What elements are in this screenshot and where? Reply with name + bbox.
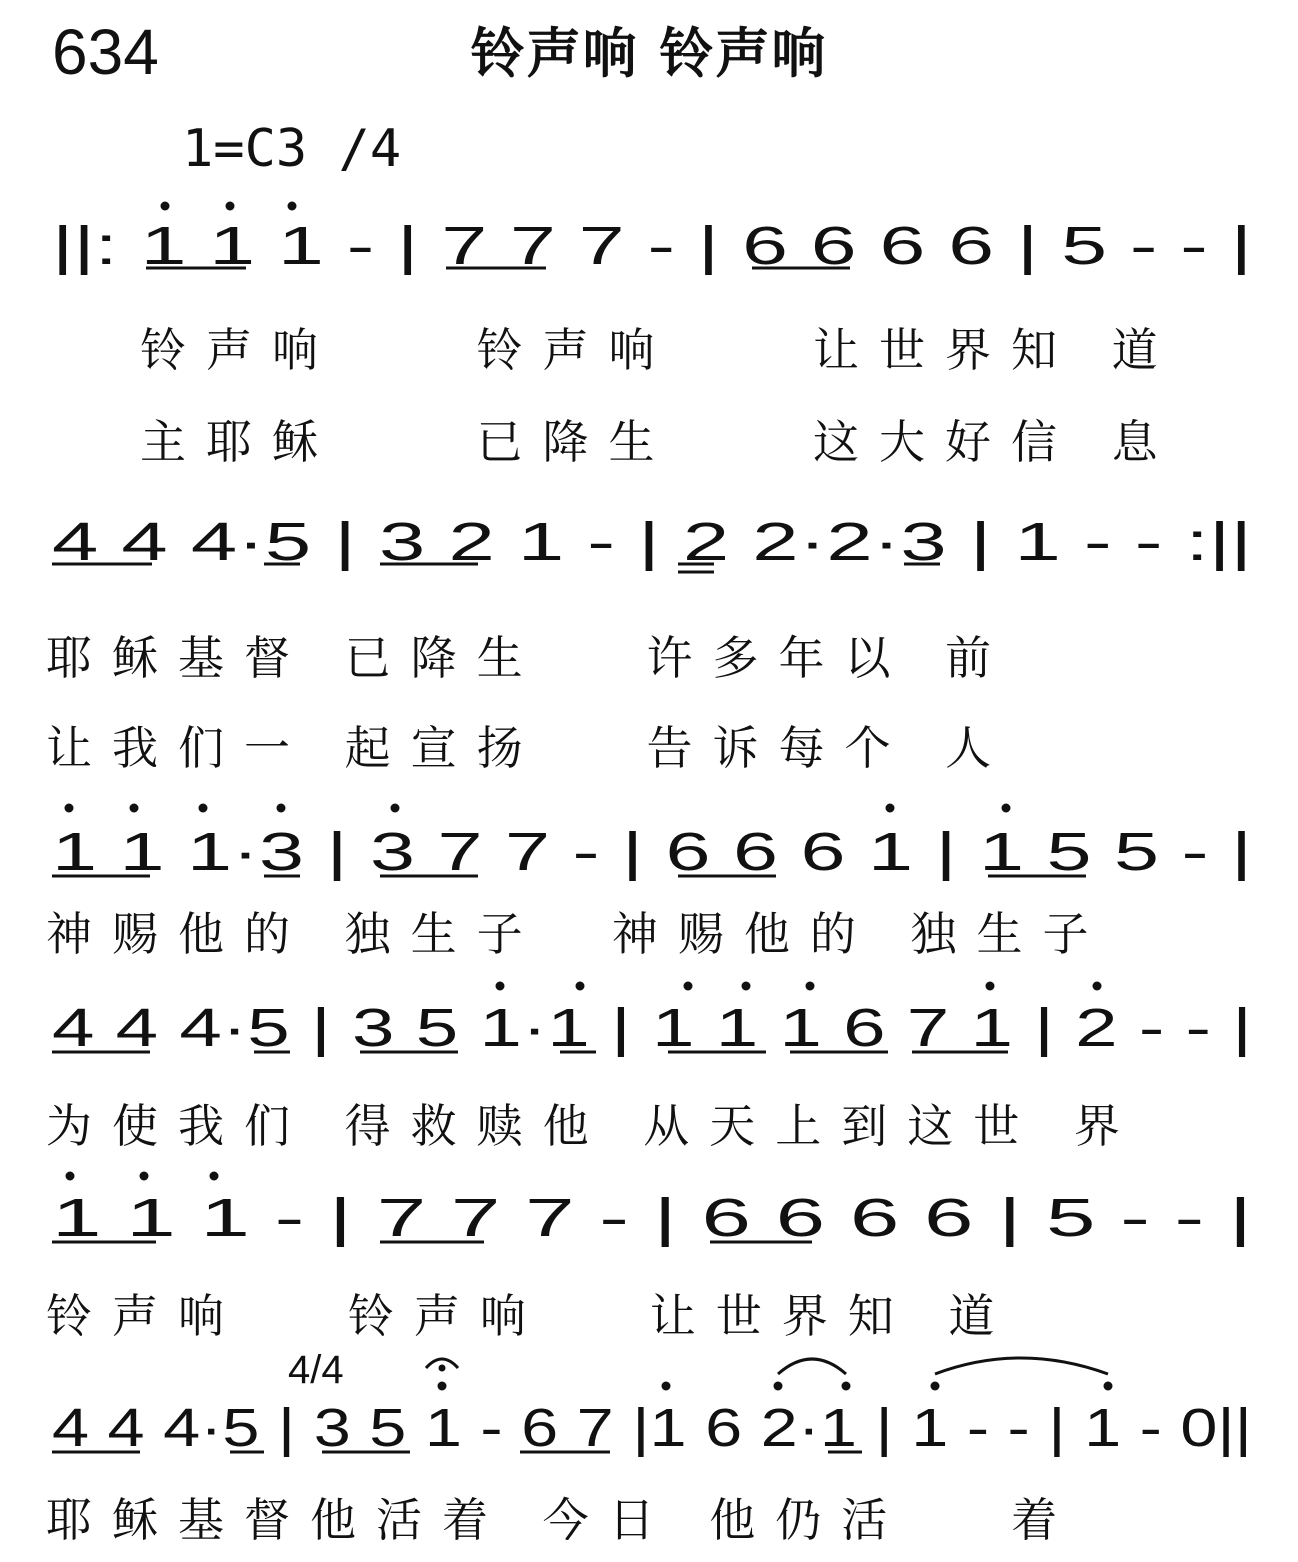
high-octave-dot	[288, 202, 297, 211]
fermata-dot	[439, 1365, 446, 1372]
high-octave-dot	[1002, 804, 1011, 813]
lyric-line: 为使我们 得救赎他 从天上到这世 界	[46, 1099, 1140, 1153]
high-octave-dot	[161, 202, 170, 211]
score-line-3	[0, 798, 1298, 908]
high-octave-dot	[774, 1382, 783, 1391]
high-octave-dot	[199, 804, 208, 813]
score-line-6-svg	[0, 1352, 1298, 1462]
score-line-5	[0, 1166, 1298, 1276]
high-octave-dot	[684, 982, 693, 991]
score-line-1-notes: ||: 1 1 1 - | 7 7 7 - | 6 6 6 6 | 5 - - |	[52, 216, 1252, 276]
slur-tie	[935, 1358, 1108, 1374]
score-line-3-svg	[0, 798, 1298, 908]
high-octave-dot	[742, 982, 751, 991]
meter-change: 4/4	[288, 1348, 344, 1392]
high-octave-dot	[140, 1172, 149, 1181]
lyric-line: 让我们一 起宣扬 告诉每个 人	[46, 721, 1012, 775]
high-octave-dot	[662, 1382, 671, 1391]
score-line-4-svg	[0, 976, 1298, 1086]
score-line-2-notes: 4 4 4·5 | 3 2 1 - | 2 2·2·3 | 1 - - :||	[52, 512, 1252, 572]
score-line-4	[0, 976, 1298, 1086]
high-octave-dot	[438, 1382, 447, 1391]
hymn-number: 634	[52, 16, 159, 88]
high-octave-dot	[1093, 982, 1102, 991]
high-octave-dot	[210, 1172, 219, 1181]
lyric-line: 神赐他的 独生子 神赐他的 独生子	[46, 907, 1109, 961]
high-octave-dot	[130, 804, 139, 813]
score-line-6	[0, 1352, 1298, 1462]
score-line-2	[0, 502, 1298, 612]
score-line-1	[0, 196, 1298, 306]
score-line-5-svg	[0, 1166, 1298, 1276]
lyric-line: 主耶稣 已降生 这大好信 息	[140, 415, 1178, 469]
score-line-2-svg	[0, 502, 1298, 612]
lyric-line: 耶稣基督他活着 今日 他仍活 着	[46, 1493, 1078, 1547]
lyric-line: 耶稣基督 已降生 许多年以 前	[46, 631, 1012, 685]
high-octave-dot	[1104, 1382, 1113, 1391]
high-octave-dot	[66, 1172, 75, 1181]
slur-tie	[778, 1359, 846, 1374]
high-octave-dot	[496, 982, 505, 991]
hymn-title: 铃声响 铃声响	[470, 22, 828, 85]
key-signature: 1=C3 /4	[182, 119, 402, 179]
high-octave-dot	[391, 804, 400, 813]
high-octave-dot	[931, 1382, 940, 1391]
lyric-line: 铃声响 铃声响 让世界知 道	[140, 323, 1178, 377]
high-octave-dot	[986, 982, 995, 991]
high-octave-dot	[576, 982, 585, 991]
high-octave-dot	[65, 804, 74, 813]
high-octave-dot	[277, 804, 286, 813]
high-octave-dot	[806, 982, 815, 991]
score-line-5-notes: 1 1 1 - | 7 7 7 - | 6 6 6 6 | 5 - - |	[52, 1188, 1252, 1248]
score-line-4-notes: 4 4 4·5 | 3 5 1·1 | 1 1 1 6 7 1 | 2 - - |	[52, 998, 1252, 1058]
score-line-3-notes: 1 1 1·3 | 3 7 7 - | 6 6 6 1 | 1 5 5 - |	[52, 822, 1252, 882]
high-octave-dot	[886, 804, 895, 813]
score-line-6-notes: 4 4 4·5 | 3 5 1 - 6 7 |1 6 2·1 | 1 - - | 1 - 0||	[52, 1398, 1252, 1458]
high-octave-dot	[226, 202, 235, 211]
high-octave-dot	[842, 1382, 851, 1391]
score-line-1-svg	[0, 196, 1298, 306]
lyric-line: 铃声响 铃声响 让世界知 道	[46, 1289, 1015, 1343]
